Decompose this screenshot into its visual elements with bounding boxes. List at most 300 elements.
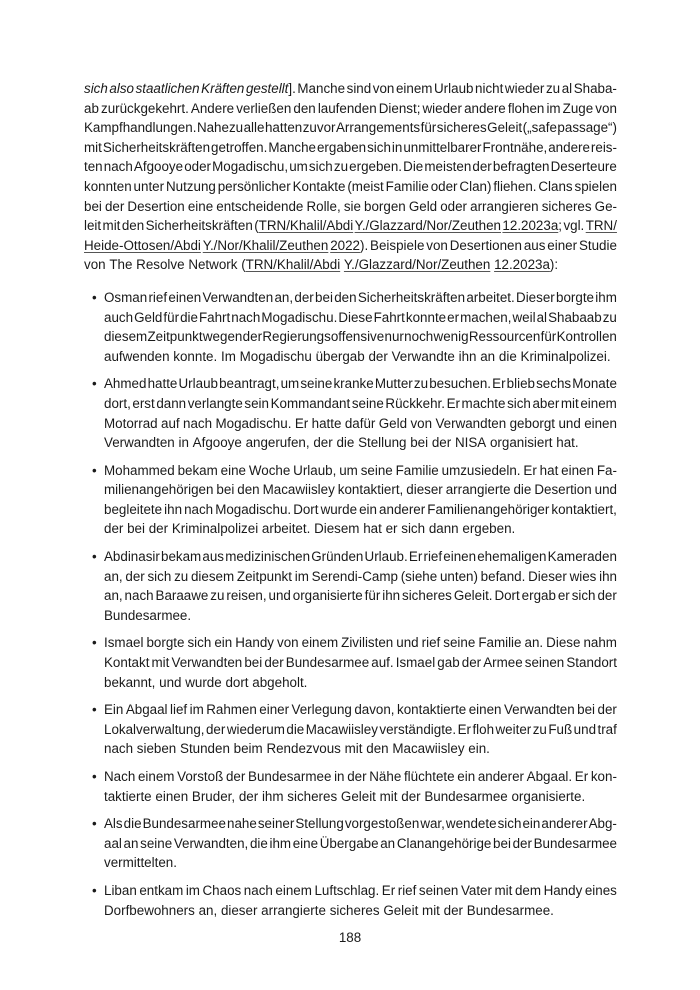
list-item bbox=[84, 288, 617, 366]
text: und bbox=[396, 635, 419, 651]
word bbox=[370, 236, 424, 256]
text: konnten bbox=[84, 178, 132, 194]
word bbox=[84, 138, 102, 158]
text-line bbox=[84, 236, 617, 256]
text: Er bbox=[381, 882, 396, 898]
text: zuvor bbox=[302, 120, 336, 136]
word bbox=[104, 414, 158, 434]
text: Frontnähe, bbox=[482, 139, 548, 155]
text: ihn bbox=[382, 588, 401, 604]
text: flüchtete bbox=[403, 769, 455, 784]
word bbox=[302, 633, 338, 653]
text: aus bbox=[202, 549, 224, 565]
text: der bbox=[104, 198, 125, 214]
bullet-icon: • bbox=[92, 376, 97, 392]
word bbox=[513, 834, 532, 854]
text: die bbox=[498, 348, 517, 364]
text: machte bbox=[461, 395, 506, 411]
list-item bbox=[84, 881, 617, 920]
word bbox=[513, 308, 536, 328]
text: Ismael bbox=[104, 635, 144, 651]
text: seinen bbox=[418, 882, 459, 898]
text: Sicherheitskräften bbox=[102, 139, 211, 155]
text: Beispiele bbox=[370, 237, 425, 253]
word bbox=[104, 433, 175, 453]
word bbox=[334, 157, 348, 177]
word bbox=[383, 901, 418, 921]
word bbox=[143, 814, 226, 834]
word bbox=[295, 814, 343, 834]
word bbox=[206, 700, 257, 720]
text: aber bbox=[532, 395, 560, 411]
text: und bbox=[573, 721, 597, 737]
word bbox=[434, 79, 473, 99]
text: ): bbox=[549, 257, 559, 273]
text: zu bbox=[174, 568, 189, 584]
word bbox=[511, 787, 585, 807]
word bbox=[306, 720, 378, 740]
word bbox=[269, 586, 291, 606]
text: Mogadischu. bbox=[215, 501, 292, 517]
word bbox=[248, 767, 331, 787]
word bbox=[244, 118, 265, 138]
word bbox=[424, 787, 507, 807]
list-item bbox=[84, 547, 617, 625]
word bbox=[187, 633, 211, 653]
text-line bbox=[104, 327, 617, 347]
text: ergeben. bbox=[349, 159, 403, 175]
word bbox=[268, 138, 316, 158]
word bbox=[368, 347, 387, 367]
text: Fuß bbox=[548, 721, 573, 737]
word bbox=[450, 236, 522, 256]
text: Kampfhandlungen. bbox=[84, 120, 197, 136]
word bbox=[295, 567, 309, 587]
word bbox=[136, 79, 200, 99]
text: der bbox=[125, 568, 145, 584]
word bbox=[404, 327, 433, 347]
word bbox=[373, 79, 395, 99]
text: Bundesarmee bbox=[424, 788, 508, 804]
text: Serendi-Camp bbox=[311, 568, 398, 584]
word bbox=[446, 814, 497, 834]
text: Dorfbewohners bbox=[104, 902, 195, 918]
word bbox=[359, 500, 377, 520]
word bbox=[104, 606, 191, 626]
text: an bbox=[123, 835, 139, 851]
word bbox=[498, 814, 522, 834]
text: sich bbox=[497, 816, 522, 832]
word bbox=[516, 288, 555, 308]
text: einen bbox=[443, 549, 477, 565]
word bbox=[575, 177, 617, 197]
word bbox=[174, 567, 188, 587]
text: Bundesarmee bbox=[285, 655, 370, 671]
word bbox=[336, 433, 354, 453]
text: Liban bbox=[104, 882, 137, 898]
word bbox=[125, 586, 154, 606]
text: nach bbox=[231, 309, 261, 325]
word bbox=[318, 99, 377, 119]
word bbox=[149, 519, 168, 539]
bullet-icon: • bbox=[92, 462, 97, 478]
word bbox=[380, 834, 395, 854]
text: die bbox=[513, 482, 532, 498]
word bbox=[345, 739, 363, 759]
word bbox=[104, 739, 133, 759]
word bbox=[109, 255, 132, 275]
text: nach bbox=[184, 501, 214, 517]
citation-link[interactable]: TRN/Khalil/Abdi bbox=[245, 257, 341, 273]
word bbox=[598, 720, 617, 740]
text: einen bbox=[168, 289, 202, 305]
word bbox=[575, 767, 588, 787]
text: Er bbox=[574, 769, 589, 784]
word bbox=[104, 327, 147, 347]
word bbox=[547, 236, 577, 256]
word bbox=[492, 374, 505, 394]
text: laufenden bbox=[317, 100, 377, 116]
word bbox=[188, 255, 237, 275]
text: er bbox=[385, 521, 398, 537]
word bbox=[313, 433, 332, 453]
word bbox=[127, 197, 184, 217]
text: Stellung bbox=[295, 816, 344, 832]
text: die bbox=[123, 816, 142, 832]
word bbox=[469, 700, 502, 720]
text-line bbox=[104, 414, 617, 434]
word bbox=[409, 547, 422, 567]
text: sicheres bbox=[287, 788, 338, 804]
text: wenig bbox=[433, 329, 469, 345]
word bbox=[358, 288, 465, 308]
word bbox=[548, 308, 602, 328]
word bbox=[168, 288, 201, 308]
text: Standort bbox=[566, 655, 617, 671]
word bbox=[365, 586, 381, 606]
word bbox=[533, 720, 547, 740]
word bbox=[507, 394, 531, 414]
text: Shaba- bbox=[573, 81, 617, 96]
word bbox=[532, 394, 559, 414]
text: an bbox=[480, 348, 496, 364]
word bbox=[170, 700, 187, 720]
text: im bbox=[189, 702, 204, 718]
word bbox=[104, 787, 152, 807]
word bbox=[127, 519, 145, 539]
text: ein bbox=[457, 769, 476, 784]
text: oder bbox=[440, 198, 468, 214]
text: hat. bbox=[556, 435, 579, 451]
word bbox=[442, 461, 521, 481]
word bbox=[440, 197, 467, 217]
text: Kriminalpolizei. bbox=[520, 348, 611, 364]
text: traf bbox=[597, 721, 617, 737]
word bbox=[423, 99, 462, 119]
word bbox=[454, 586, 493, 606]
text: Zivilisten bbox=[341, 635, 394, 651]
text: nach bbox=[183, 415, 213, 431]
text: Verwandten bbox=[104, 435, 175, 451]
text: Woche bbox=[248, 462, 291, 478]
word bbox=[424, 157, 471, 177]
text: um bbox=[280, 376, 300, 392]
text-line bbox=[104, 901, 617, 921]
citation-link[interactable]: 12.2023a bbox=[494, 257, 550, 273]
word bbox=[375, 374, 413, 394]
word bbox=[252, 673, 307, 693]
word bbox=[159, 673, 181, 693]
word bbox=[556, 433, 578, 453]
word bbox=[104, 288, 147, 308]
word bbox=[179, 374, 218, 394]
word bbox=[211, 138, 267, 158]
word bbox=[138, 767, 174, 787]
text: Ein bbox=[104, 702, 124, 718]
text: (meist bbox=[347, 178, 384, 194]
text: der bbox=[347, 769, 367, 784]
text: ergaben bbox=[316, 139, 367, 155]
word bbox=[269, 834, 291, 854]
text: nicht bbox=[475, 81, 504, 96]
word bbox=[104, 157, 133, 177]
text: alle bbox=[243, 120, 265, 136]
word bbox=[314, 881, 379, 901]
text: und bbox=[594, 482, 617, 498]
text-line bbox=[104, 288, 617, 308]
word bbox=[202, 547, 224, 567]
bullet-icon: • bbox=[92, 882, 97, 898]
word bbox=[104, 308, 133, 328]
text: Vater bbox=[460, 882, 492, 898]
word bbox=[104, 480, 213, 500]
word bbox=[235, 633, 274, 653]
text: der bbox=[205, 721, 226, 737]
word bbox=[262, 519, 310, 539]
text: der bbox=[431, 435, 452, 451]
text: Chaos bbox=[202, 882, 242, 898]
text-line bbox=[84, 216, 617, 236]
text: der bbox=[443, 902, 464, 918]
word bbox=[227, 814, 257, 834]
text: sich bbox=[308, 159, 333, 175]
text: Mutter bbox=[374, 376, 413, 392]
text: mit bbox=[151, 655, 170, 671]
word bbox=[352, 394, 384, 414]
word bbox=[180, 308, 198, 328]
text-line bbox=[84, 255, 617, 275]
text: Lokalverwaltung, bbox=[104, 721, 205, 737]
text: Ismael bbox=[395, 655, 436, 671]
word bbox=[201, 79, 244, 99]
word bbox=[344, 197, 361, 217]
citation-link[interactable]: Y./Glazzard/Nor/Zeuthen bbox=[343, 257, 491, 273]
text: Abg- bbox=[588, 816, 617, 832]
text: abgeholt. bbox=[252, 674, 308, 690]
text: persönlicher bbox=[217, 178, 291, 194]
word bbox=[103, 138, 210, 158]
word bbox=[262, 787, 284, 807]
text: von bbox=[84, 257, 106, 273]
word bbox=[504, 700, 575, 720]
word bbox=[477, 547, 546, 567]
text: bei bbox=[410, 435, 429, 451]
citation-link[interactable]: Y./Glazzard/Nor/Zeuthen bbox=[354, 218, 501, 234]
word bbox=[419, 881, 458, 901]
citation-link[interactable]: 2022 bbox=[330, 237, 360, 253]
word bbox=[214, 633, 232, 653]
text: NISA bbox=[454, 435, 487, 451]
text: vgl. bbox=[563, 218, 585, 234]
text: Er bbox=[523, 462, 537, 478]
text: fliehen. bbox=[493, 178, 537, 194]
text: mit bbox=[379, 788, 398, 804]
word bbox=[467, 901, 554, 921]
list-item bbox=[84, 767, 617, 806]
text: ( bbox=[254, 218, 259, 234]
text: in bbox=[334, 769, 345, 784]
word bbox=[147, 327, 202, 347]
word bbox=[225, 673, 248, 693]
word bbox=[386, 519, 398, 539]
text: seine bbox=[443, 635, 476, 651]
text: unter bbox=[133, 178, 165, 194]
text: entscheidende bbox=[216, 198, 304, 214]
text-line bbox=[84, 118, 617, 138]
word bbox=[354, 700, 394, 720]
text: nach bbox=[124, 588, 154, 604]
text: leit bbox=[84, 218, 102, 234]
word bbox=[161, 547, 201, 567]
word bbox=[460, 308, 511, 328]
word bbox=[563, 216, 584, 236]
text: spielen bbox=[574, 178, 617, 194]
word bbox=[172, 653, 243, 673]
text: eine bbox=[292, 835, 319, 851]
text: Fa- bbox=[596, 462, 617, 478]
word bbox=[104, 519, 123, 539]
text: Kameraden bbox=[547, 549, 617, 565]
word bbox=[293, 586, 363, 606]
text: Urlaub bbox=[434, 81, 474, 96]
citation-link[interactable]: Heide-Ottosen/Abdi bbox=[84, 237, 201, 253]
text: mit bbox=[422, 902, 440, 918]
text: sich bbox=[401, 521, 426, 537]
text: sechs bbox=[536, 376, 572, 392]
text: mit bbox=[344, 741, 363, 757]
text: sicheres bbox=[436, 120, 487, 136]
text: wies bbox=[569, 568, 597, 584]
text: eines bbox=[584, 882, 617, 898]
word bbox=[429, 519, 459, 539]
text: Geld bbox=[134, 309, 163, 325]
word bbox=[392, 138, 402, 158]
list-item bbox=[84, 700, 617, 759]
citation-link[interactable]: TRN/ bbox=[585, 218, 617, 234]
word bbox=[231, 308, 260, 328]
word bbox=[104, 881, 137, 901]
text: der bbox=[294, 289, 314, 305]
word bbox=[293, 834, 318, 854]
text: taktierte bbox=[104, 788, 152, 804]
text: Desertionen bbox=[449, 237, 522, 253]
citation-link[interactable]: 12.2023a bbox=[502, 218, 559, 234]
text: dieser bbox=[406, 482, 443, 498]
text: arbeitet. bbox=[466, 289, 515, 305]
text: Verwandten bbox=[503, 702, 575, 718]
word bbox=[104, 767, 135, 787]
word bbox=[457, 767, 475, 787]
word bbox=[597, 586, 616, 606]
text: ehemaligen bbox=[477, 549, 547, 565]
word bbox=[84, 99, 99, 119]
word bbox=[478, 767, 524, 787]
text: der bbox=[512, 835, 532, 851]
word bbox=[570, 567, 597, 587]
text-line bbox=[104, 700, 617, 720]
word bbox=[199, 308, 230, 328]
word bbox=[147, 567, 171, 587]
word bbox=[226, 586, 266, 606]
text: ihm bbox=[595, 289, 617, 305]
text: Bundesarmee. bbox=[104, 607, 192, 623]
text: nahm bbox=[583, 635, 617, 651]
word bbox=[403, 157, 423, 177]
text: Kontakt bbox=[104, 655, 150, 671]
word bbox=[104, 567, 123, 587]
text: Diese bbox=[338, 309, 373, 325]
text: in bbox=[178, 435, 189, 451]
text: Rückkehr. bbox=[385, 395, 445, 411]
text: arrangierte bbox=[261, 902, 326, 918]
word bbox=[349, 157, 402, 177]
text: ab bbox=[84, 100, 99, 116]
word bbox=[382, 586, 400, 606]
text: Geld bbox=[408, 198, 438, 214]
word bbox=[271, 394, 351, 414]
word bbox=[330, 236, 368, 256]
text: besuchen. bbox=[429, 376, 491, 392]
word bbox=[293, 500, 318, 520]
word bbox=[206, 720, 225, 740]
word bbox=[184, 500, 213, 520]
text: Geleit. bbox=[453, 588, 493, 604]
text: an, bbox=[104, 568, 123, 584]
word bbox=[551, 500, 617, 520]
text: von bbox=[595, 100, 617, 116]
citation-link[interactable]: Y./Nor/Khalil/Zeuthen bbox=[202, 237, 329, 253]
word bbox=[215, 414, 291, 434]
word bbox=[487, 118, 522, 138]
word bbox=[493, 157, 550, 177]
word bbox=[562, 79, 572, 99]
text: Abgaal. bbox=[526, 769, 573, 784]
word bbox=[379, 720, 456, 740]
text: der bbox=[401, 788, 421, 804]
text: Dieser bbox=[516, 289, 555, 305]
text: nach bbox=[243, 882, 273, 898]
word bbox=[385, 394, 445, 414]
word bbox=[250, 834, 268, 854]
text: zurückgekehrt. bbox=[101, 100, 189, 116]
text-line bbox=[104, 739, 617, 759]
word bbox=[572, 374, 617, 394]
citation-link[interactable]: TRN/Khalil/Abdi bbox=[258, 218, 354, 234]
word bbox=[361, 461, 393, 481]
text: der bbox=[264, 655, 284, 671]
text: Osman bbox=[104, 289, 148, 305]
word bbox=[333, 374, 373, 394]
